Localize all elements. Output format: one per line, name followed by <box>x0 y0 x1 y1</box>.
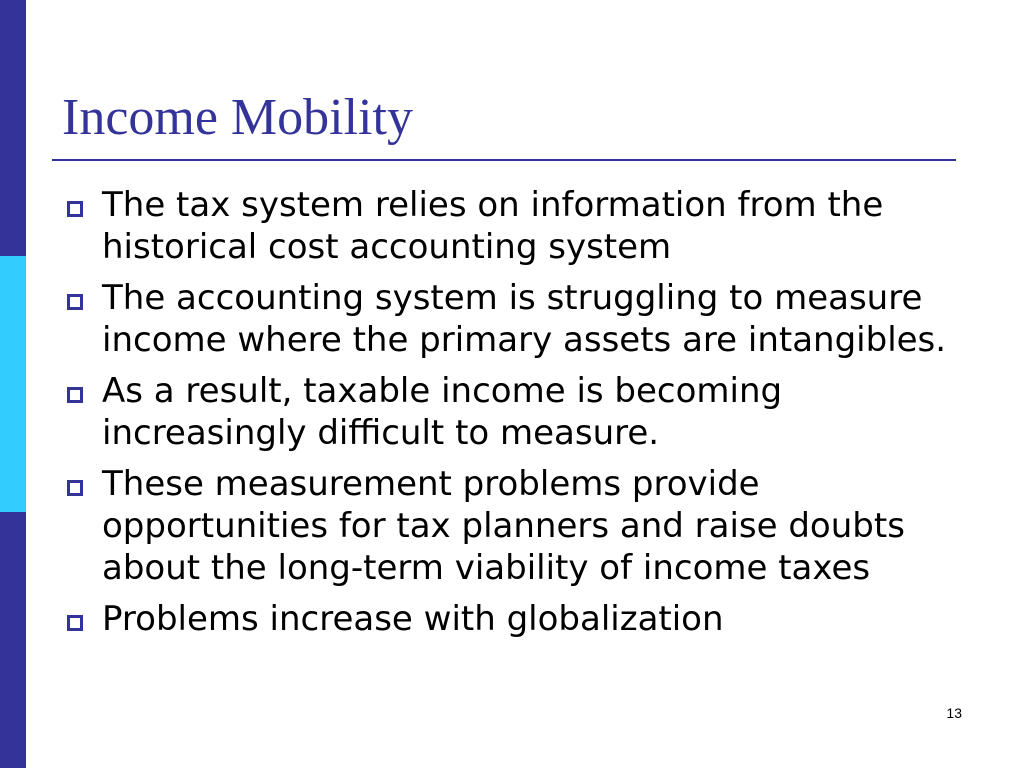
bullet-item <box>62 184 962 268</box>
square-bullet-icon <box>67 294 83 310</box>
bullet-text: The tax system relies on information from the historical cost accounting system <box>102 185 884 267</box>
bullet-item <box>62 277 962 361</box>
bullet-item <box>62 463 962 589</box>
bullet-text: Problems increase with globalization <box>102 599 724 639</box>
bullet-item <box>62 370 962 454</box>
bullet-text: These measurement problems provide opportunities for tax planners and raise doubts about the long-term viability of income taxes <box>102 464 905 588</box>
bullet-text: As a result, taxable income is becoming increasingly difficult to measure. <box>102 371 783 453</box>
slide-number: 13 <box>946 705 962 721</box>
square-bullet-icon <box>67 615 83 631</box>
square-bullet-icon <box>67 387 83 403</box>
bullet-text: The accounting system is struggling to measure income where the primary assets are intangibles. <box>102 278 947 360</box>
square-bullet-icon <box>67 201 83 217</box>
side-bar-middle-segment <box>0 256 26 512</box>
side-bar-top-segment <box>0 0 26 256</box>
bullet-list <box>62 184 962 649</box>
slide-title: Income Mobility <box>62 89 413 146</box>
square-bullet-icon <box>67 480 83 496</box>
title-underline <box>52 159 956 161</box>
side-bar-bottom-segment <box>0 512 26 768</box>
bullet-item <box>62 598 962 640</box>
